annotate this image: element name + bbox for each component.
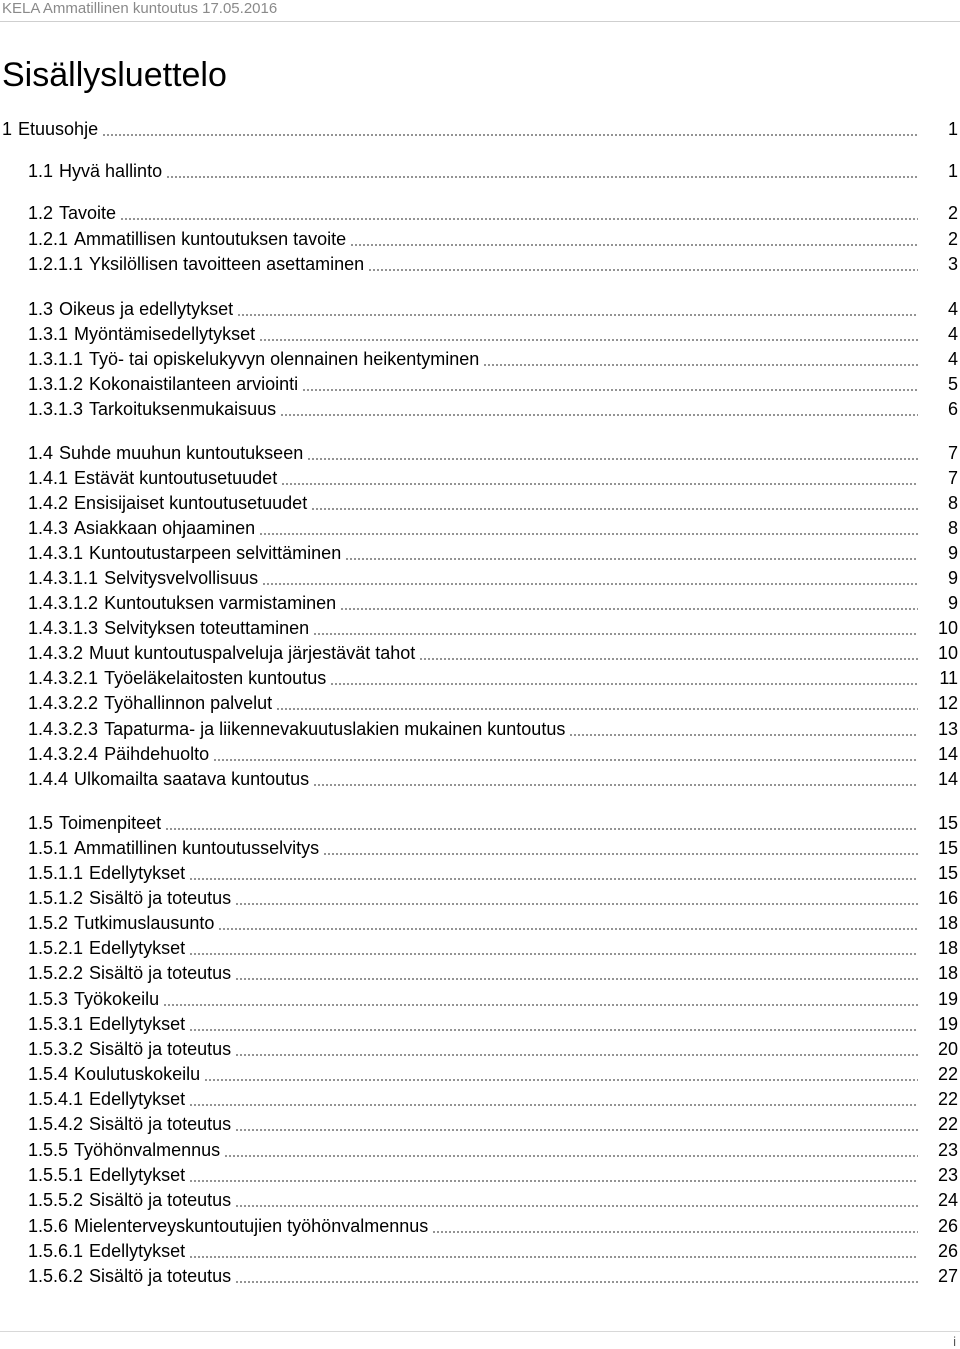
toc-entry-number: 1.5.1.2 — [28, 888, 84, 908]
toc-entry[interactable] — [28, 640, 960, 664]
toc-entry-title: Edellytykset — [89, 1165, 186, 1185]
toc-entry-page: 22 — [937, 1114, 958, 1134]
toc-entry-title: Tarkoituksenmukaisuus — [89, 399, 277, 419]
toc-entry-number: 1.3 — [28, 299, 54, 319]
toc-entry-number: 1.5.1 — [28, 838, 69, 858]
toc-entry-page: 7 — [947, 468, 958, 488]
toc-entry-title: Ensisijaiset kuntoutusetuudet — [74, 493, 308, 513]
toc-entry-number: 1.5.2.1 — [28, 938, 84, 958]
dot-leader — [281, 483, 918, 485]
dot-leader — [340, 608, 918, 610]
toc-entry-page: 15 — [937, 813, 958, 833]
toc-entry-number: 1.5.4.1 — [28, 1089, 84, 1109]
dot-leader — [102, 134, 918, 136]
toc-entry-number: 1.5.5 — [28, 1140, 69, 1160]
toc-entry-page: 9 — [947, 568, 958, 588]
toc-entry-number: 1.3.1.3 — [28, 399, 84, 419]
dot-leader — [307, 458, 918, 460]
running-header: KELA Ammatillinen kuntoutus 17.05.2016 — [2, 0, 278, 17]
toc-entry-number: 1.5 — [28, 813, 54, 833]
toc-entry[interactable] — [28, 1111, 960, 1135]
toc-entry-title: Edellytykset — [89, 1014, 186, 1034]
toc-entry[interactable] — [2, 116, 960, 140]
toc-entry-number: 1.4.2 — [28, 493, 69, 513]
toc-entry[interactable] — [28, 1213, 960, 1237]
dot-leader — [330, 683, 918, 685]
toc-entry-page: 8 — [947, 518, 958, 538]
toc-entry-number: 1.4.3.1.2 — [28, 593, 99, 613]
dot-leader — [419, 658, 918, 660]
dot-leader — [189, 953, 918, 955]
toc-entry-page: 14 — [937, 769, 958, 789]
dot-leader — [163, 1004, 918, 1006]
toc-entry-page: 6 — [947, 399, 958, 419]
toc-entry-number: 1.4.3.1.3 — [28, 618, 99, 638]
toc-entry-page: 13 — [937, 719, 958, 739]
toc-entry[interactable] — [28, 1162, 960, 1186]
dot-leader — [235, 1281, 918, 1283]
toc-entry-title: Ulkomailta saatava kuntoutus — [74, 769, 310, 789]
toc-entry-number: 1.4.3.2 — [28, 643, 84, 663]
toc-entry[interactable] — [28, 540, 960, 564]
toc-entry[interactable] — [28, 986, 960, 1010]
toc-entry[interactable] — [28, 515, 960, 539]
toc-entry[interactable] — [28, 158, 960, 182]
toc-entry-number: 1.4 — [28, 443, 54, 463]
dot-leader — [311, 508, 918, 510]
toc-entry-number: 1.5.6.1 — [28, 1241, 84, 1261]
toc-entry-number: 1.5.2 — [28, 913, 69, 933]
toc-entry[interactable] — [28, 1086, 960, 1110]
dot-leader — [235, 1129, 918, 1131]
toc-entry-page: 8 — [947, 493, 958, 513]
toc-entry-number: 1.5.1.1 — [28, 863, 84, 883]
toc-entry-title: Muut kuntoutuspalveluja järjestävät tahot — [89, 643, 416, 663]
toc-entry-title: Sisältö ja toteutus — [89, 1266, 232, 1286]
toc-entry-page: 22 — [937, 1064, 958, 1084]
toc-entry-title: Yksilöllisen tavoitteen asettaminen — [89, 254, 365, 274]
toc-entry-number: 1.5.3 — [28, 989, 69, 1009]
page-number: i — [953, 1334, 956, 1349]
toc-entry-title: Mielenterveyskuntoutujien työhönvalmennus — [74, 1216, 429, 1236]
toc-entry-title: Edellytykset — [89, 1241, 186, 1261]
toc-entry-page: 10 — [937, 618, 958, 638]
toc-entry[interactable] — [28, 490, 960, 514]
toc-entry-page: 18 — [937, 913, 958, 933]
toc-entry-title: Kokonaistilanteen arviointi — [89, 374, 299, 394]
toc-entry[interactable] — [28, 590, 960, 614]
toc-entry[interactable] — [28, 1061, 960, 1085]
toc-entry-number: 1.2 — [28, 203, 54, 223]
toc-entry-page: 23 — [937, 1140, 958, 1160]
toc-entry-title: Estävät kuntoutusetuudet — [74, 468, 278, 488]
toc-entry-page: 18 — [937, 963, 958, 983]
dot-leader — [432, 1231, 918, 1233]
dot-leader — [120, 218, 918, 220]
toc-entry-title: Työhönvalmennus — [74, 1140, 221, 1160]
toc-entry-title: Sisältö ja toteutus — [89, 1190, 232, 1210]
toc-entry[interactable] — [28, 960, 960, 984]
toc-entry-page: 24 — [937, 1190, 958, 1210]
toc-entry-page: 16 — [937, 888, 958, 908]
toc-entry-number: 1.5.2.2 — [28, 963, 84, 983]
toc-entry[interactable] — [28, 835, 960, 859]
toc-entry[interactable] — [28, 1137, 960, 1161]
toc-entry-title: Edellytykset — [89, 938, 186, 958]
dot-leader — [204, 1079, 918, 1081]
dot-leader — [259, 339, 918, 341]
dot-leader — [213, 759, 918, 761]
toc-entry-title: Kuntoutuksen varmistaminen — [104, 593, 337, 613]
toc-entry-page: 15 — [937, 863, 958, 883]
dot-leader — [569, 734, 918, 736]
toc-entry-title: Oikeus ja edellytykset — [59, 299, 234, 319]
toc-entry-number: 1.2.1 — [28, 229, 69, 249]
toc-entry-title: Edellytykset — [89, 863, 186, 883]
toc-entry-number: 1.3.1.2 — [28, 374, 84, 394]
toc-entry-page: 4 — [947, 324, 958, 344]
toc-entry-number: 1.4.3.2.1 — [28, 668, 99, 688]
dot-leader — [218, 928, 918, 930]
toc-entry[interactable] — [28, 346, 960, 370]
toc-entry-title: Asiakkaan ohjaaminen — [74, 518, 256, 538]
toc-entry-page: 5 — [947, 374, 958, 394]
dot-leader — [368, 269, 918, 271]
dot-leader — [189, 1180, 918, 1182]
dot-leader — [189, 1256, 918, 1258]
toc-entry-number: 1.5.3.2 — [28, 1039, 84, 1059]
toc-entry-page: 1 — [947, 119, 958, 139]
toc-entry-number: 1.5.5.2 — [28, 1190, 84, 1210]
toc-entry-page: 2 — [947, 229, 958, 249]
toc-entry-title: Selvitysvelvollisuus — [104, 568, 259, 588]
toc-entry-number: 1.4.3.2.3 — [28, 719, 99, 739]
toc-entry-number: 1.5.5.1 — [28, 1165, 84, 1185]
toc-entry[interactable] — [28, 615, 960, 639]
toc-entry-number: 1 — [2, 119, 13, 139]
toc-entry-title: Ammatillisen kuntoutuksen tavoite — [74, 229, 347, 249]
toc-entry-page: 1 — [947, 161, 958, 181]
toc-entry[interactable] — [28, 1011, 960, 1035]
toc-entry[interactable] — [28, 251, 960, 275]
dot-leader — [165, 828, 918, 830]
toc-entry[interactable] — [28, 810, 960, 834]
toc-entry[interactable] — [28, 935, 960, 959]
toc-entry[interactable] — [28, 371, 960, 395]
toc-entry-title: Sisältö ja toteutus — [89, 963, 232, 983]
toc-entry-title: Työ- tai opiskelukyvyn olennainen heikentyminen — [89, 349, 480, 369]
toc-entry-title: Ammatillinen kuntoutusselvitys — [74, 838, 320, 858]
dot-leader — [224, 1155, 918, 1157]
toc-entry-title: Sisältö ja toteutus — [89, 888, 232, 908]
toc-entry[interactable] — [28, 910, 960, 934]
toc-entry-page: 9 — [947, 543, 958, 563]
toc-entry-page: 3 — [947, 254, 958, 274]
toc-entry[interactable] — [28, 1263, 960, 1287]
toc-entry-title: Tapaturma- ja liikennevakuutuslakien mukainen kuntoutus — [104, 719, 566, 739]
dot-leader — [189, 878, 918, 880]
toc-entry-title: Työeläkelaitosten kuntoutus — [104, 668, 327, 688]
dot-leader — [280, 414, 918, 416]
toc-entry-number: 1.3.1.1 — [28, 349, 84, 369]
toc-entry[interactable] — [28, 226, 960, 250]
toc-entry-number: 1.4.3.2.2 — [28, 693, 99, 713]
toc-entry-page: 10 — [937, 643, 958, 663]
toc-entry[interactable] — [28, 690, 960, 714]
toc-entry-page: 2 — [947, 203, 958, 223]
toc-entry-number: 1.4.1 — [28, 468, 69, 488]
toc-entry-page: 15 — [937, 838, 958, 858]
dot-leader — [262, 583, 918, 585]
toc-entry-title: Sisältö ja toteutus — [89, 1039, 232, 1059]
dot-leader — [276, 708, 918, 710]
toc-entry-title: Koulutuskokeilu — [74, 1064, 201, 1084]
toc-entry-title: Kuntoutustarpeen selvittäminen — [89, 543, 342, 563]
dot-leader — [313, 784, 918, 786]
dot-leader — [235, 1205, 918, 1207]
toc-entry-number: 1.4.3.2.4 — [28, 744, 99, 764]
toc-entry[interactable] — [28, 296, 960, 320]
toc-entry-title: Tavoite — [59, 203, 117, 223]
toc-entry-page: 27 — [937, 1266, 958, 1286]
toc-entry-page: 22 — [937, 1089, 958, 1109]
dot-leader — [189, 1104, 918, 1106]
toc-entry-page: 23 — [937, 1165, 958, 1185]
toc-entry[interactable] — [28, 465, 960, 489]
dot-leader — [235, 978, 918, 980]
toc-entry-number: 1.3.1 — [28, 324, 69, 344]
toc-entry[interactable] — [28, 321, 960, 345]
toc-entry-title: Työhallinnon palvelut — [104, 693, 273, 713]
toc-entry-page: 19 — [937, 1014, 958, 1034]
footer-divider — [0, 1331, 960, 1332]
toc-entry-number: 1.5.3.1 — [28, 1014, 84, 1034]
toc-entry-number: 1.1 — [28, 161, 54, 181]
toc-entry[interactable] — [28, 716, 960, 740]
toc-entry-title: Päihdehuolto — [104, 744, 210, 764]
toc-entry[interactable] — [28, 440, 960, 464]
toc-entry-page: 18 — [937, 938, 958, 958]
toc-entry-page: 4 — [947, 349, 958, 369]
toc-entry[interactable] — [28, 1036, 960, 1060]
dot-leader — [235, 903, 918, 905]
toc-entry-title: Etuusohje — [18, 119, 99, 139]
toc-entry-title: Edellytykset — [89, 1089, 186, 1109]
toc-entry-page: 14 — [937, 744, 958, 764]
dot-leader — [483, 364, 918, 366]
toc-entry[interactable] — [28, 1238, 960, 1262]
toc-entry-number: 1.5.6 — [28, 1216, 69, 1236]
dot-leader — [235, 1054, 918, 1056]
toc-entry-title: Toimenpiteet — [59, 813, 162, 833]
toc-entry-number: 1.4.4 — [28, 769, 69, 789]
toc-entry[interactable] — [28, 885, 960, 909]
dot-leader — [237, 314, 918, 316]
toc-entry-title: Työkokeilu — [74, 989, 160, 1009]
toc-entry[interactable] — [28, 396, 960, 420]
toc-entry[interactable] — [28, 665, 960, 689]
dot-leader — [345, 558, 918, 560]
toc-entry-title: Myöntämisedellytykset — [74, 324, 256, 344]
toc-entry-number: 1.2.1.1 — [28, 254, 84, 274]
toc-entry-title: Sisältö ja toteutus — [89, 1114, 232, 1134]
toc-entry[interactable] — [28, 766, 960, 790]
toc-entry-title: Tutkimuslausunto — [74, 913, 215, 933]
toc-entry-number: 1.4.3.1.1 — [28, 568, 99, 588]
toc-entry-page: 11 — [939, 668, 958, 688]
dot-leader — [350, 244, 918, 246]
toc-entry[interactable] — [28, 200, 960, 224]
toc-entry-page: 12 — [937, 693, 958, 713]
dot-leader — [166, 176, 918, 178]
toc-entry-page: 9 — [947, 593, 958, 613]
toc-entry-page: 26 — [937, 1216, 958, 1236]
toc-entry[interactable] — [28, 741, 960, 765]
dot-leader — [302, 389, 918, 391]
toc-entry-title: Suhde muuhun kuntoutukseen — [59, 443, 304, 463]
toc-entry-page: 20 — [937, 1039, 958, 1059]
toc-entry[interactable] — [28, 565, 960, 589]
toc-entry-page: 4 — [947, 299, 958, 319]
toc-entry-number: 1.5.6.2 — [28, 1266, 84, 1286]
toc-entry-page: 26 — [937, 1241, 958, 1261]
toc-entry-page: 7 — [947, 443, 958, 463]
toc-entry-number: 1.5.4 — [28, 1064, 69, 1084]
toc-entry-title: Hyvä hallinto — [59, 161, 163, 181]
toc-entry-number: 1.4.3.1 — [28, 543, 84, 563]
page-title: Sisällysluettelo — [2, 56, 227, 94]
toc-entry-number: 1.5.4.2 — [28, 1114, 84, 1134]
toc-entry[interactable] — [28, 860, 960, 884]
dot-leader — [313, 633, 918, 635]
dot-leader — [259, 533, 918, 535]
dot-leader — [189, 1029, 918, 1031]
toc-entry-title: Selvityksen toteuttaminen — [104, 618, 310, 638]
toc-entry-page: 19 — [937, 989, 958, 1009]
dot-leader — [323, 853, 918, 855]
toc-entry-number: 1.4.3 — [28, 518, 69, 538]
toc-entry[interactable] — [28, 1187, 960, 1211]
